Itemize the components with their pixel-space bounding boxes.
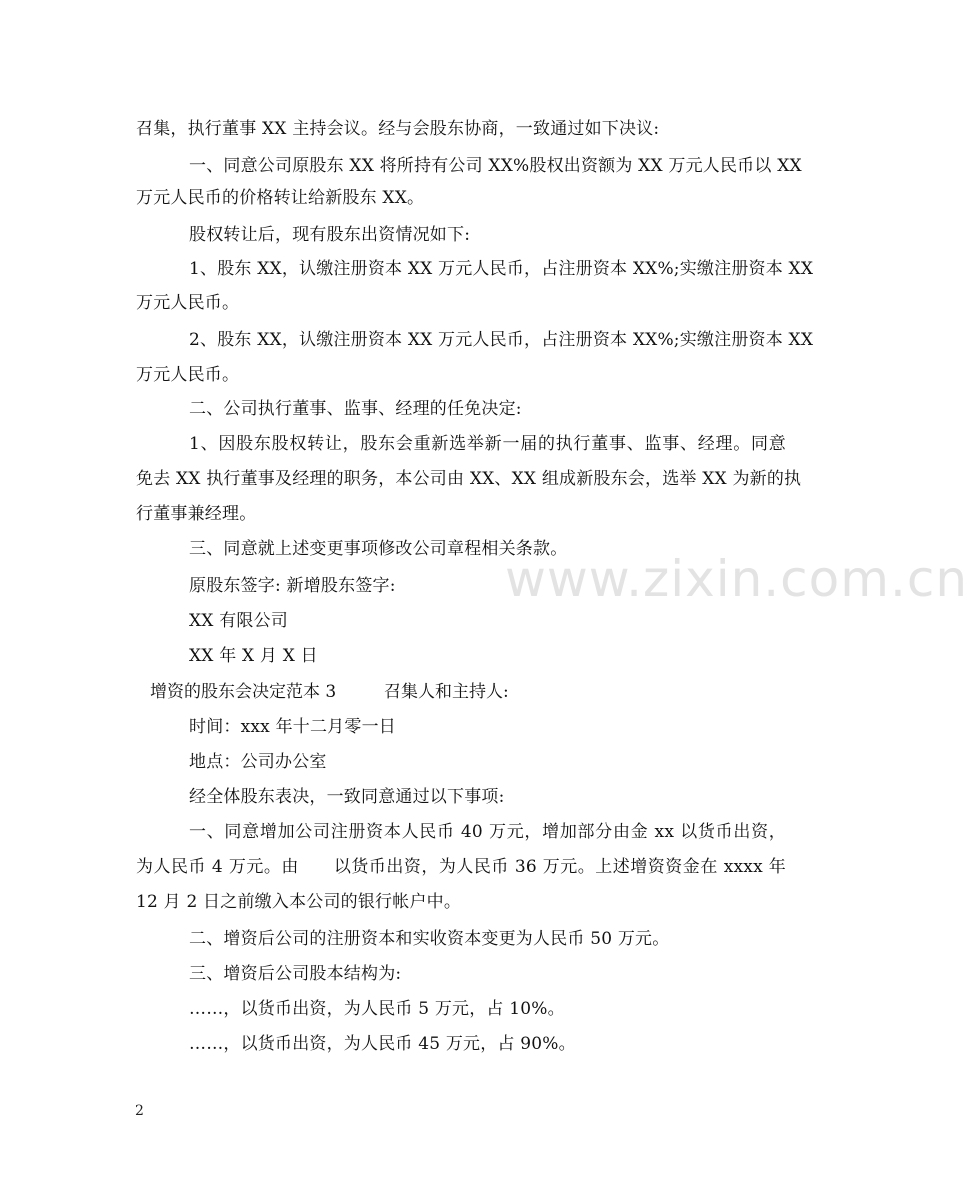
paragraph-line: 万元人民币的价格转让给新股东 XX。 xyxy=(136,188,425,208)
paragraph-line: 三、增资后公司股本结构为: xyxy=(189,964,402,984)
meeting-location: 地点：公司办公室 xyxy=(189,752,327,772)
section-heading: 二、公司执行董事、监事、经理的任免决定: xyxy=(189,399,522,419)
paragraph-line: 万元人民币。 xyxy=(136,293,240,313)
paragraph-line: 三、同意就上述变更事项修改公司章程相关条款。 xyxy=(189,539,568,559)
paragraph-line: 免去 XX 执行董事及经理的职务，本公司由 XX、XX 组成新股东会，选举 XX 为新的执 xyxy=(136,469,802,489)
paragraph-line: 一、同意增加公司注册资本人民币 40 万元，增加部分由金 xx 以货币出资， xyxy=(189,822,786,842)
paragraph-line: 1、因股东股权转让，股东会重新选举新一届的执行董事、监事、经理。同意 xyxy=(189,434,786,454)
template-title: 增资的股东会决定范本 3 xyxy=(150,682,337,702)
page-number: 2 xyxy=(135,1103,144,1119)
paragraph-line: ……，以货币出资，为人民币 5 万元，占 10%。 xyxy=(189,999,565,1019)
paragraph-line: 一、同意公司原股东 XX 将所持有公司 XX%股权出资额为 XX 万元人民币以 XX xyxy=(189,156,802,176)
paragraph-line: 经全体股东表决，一致同意通过以下事项: xyxy=(189,787,505,807)
watermark: www.zixin.com.cn xyxy=(505,550,968,608)
paragraph-line: 为人民币 4 万元。由 以货币出资，为人民币 36 万元。上述增资资金在 xxxx 年 xyxy=(136,857,786,877)
paragraph-line: 行董事兼经理。 xyxy=(136,504,257,524)
paragraph-line: 1、股东 XX，认缴注册资本 XX 万元人民币，占注册资本 XX%;实缴注册资本 XX xyxy=(189,259,814,279)
convener-label: 召集人和主持人: xyxy=(384,682,509,702)
paragraph-line: 召集，执行董事 XX 主持会议。经与会股东协商，一致通过如下决议: xyxy=(136,119,660,139)
meeting-time: 时间：xxx 年十二月零一日 xyxy=(189,717,396,737)
signature-label: 原股东签字: 新增股东签字: xyxy=(189,576,396,596)
paragraph-line: 万元人民币。 xyxy=(136,365,240,385)
company-name: XX 有限公司 xyxy=(189,611,289,631)
paragraph-line: 二、增资后公司的注册资本和实收资本变更为人民币 50 万元。 xyxy=(189,929,670,949)
paragraph-line: 12 月 2 日之前缴入本公司的银行帐户中。 xyxy=(136,892,462,912)
paragraph-line: 股权转让后，现有股东出资情况如下: xyxy=(189,225,471,245)
paragraph-line: 2、股东 XX，认缴注册资本 XX 万元人民币，占注册资本 XX%;实缴注册资本 XX xyxy=(189,330,814,350)
date-line: XX 年 X 月 X 日 xyxy=(189,646,318,666)
paragraph-line: ……，以货币出资，为人民币 45 万元，占 90%。 xyxy=(189,1034,576,1054)
